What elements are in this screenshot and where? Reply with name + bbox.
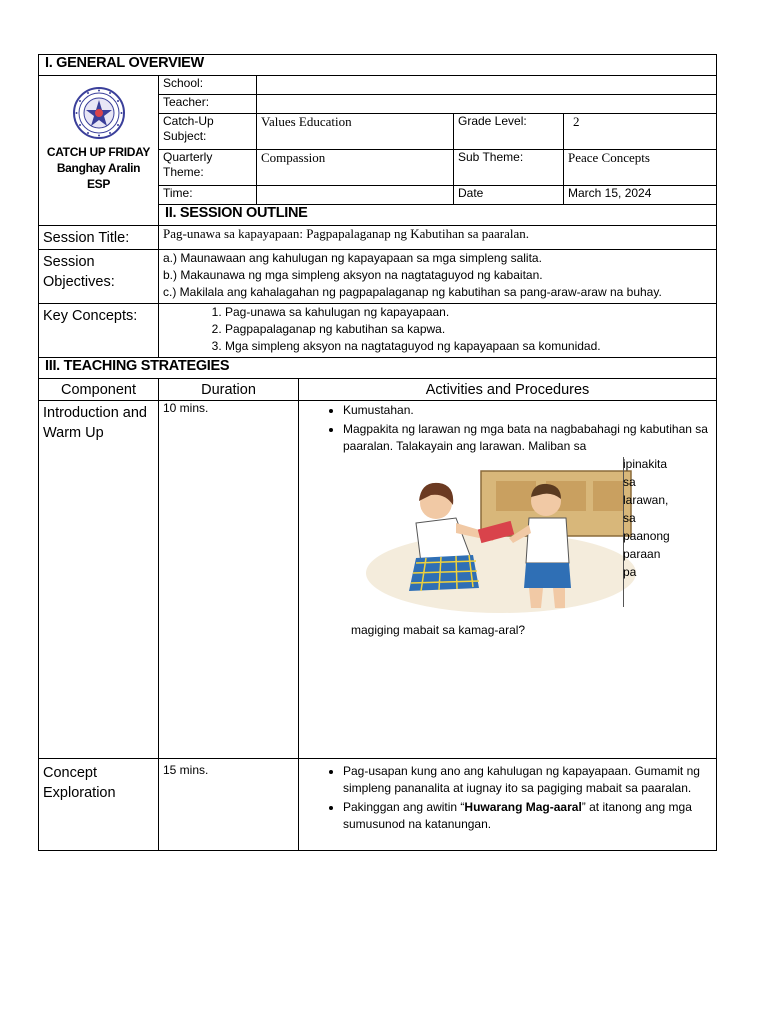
school-title-line3: ESP [86,177,111,191]
deped-seal-icon [72,86,126,140]
school-title-line1: CATCH UP FRIDAY [46,145,151,159]
subject-value: Values Education [257,114,454,150]
session-objectives-list [159,250,717,304]
grade-value: 2 [564,114,717,150]
activity-bullet [343,799,712,833]
children-sharing-illustration [361,463,641,613]
wrap-word: sa [623,475,636,489]
col-duration-header: Duration [159,379,299,401]
component-concept-exploration: Concept Exploration [39,759,159,851]
col-activities-header: Activities and Procedures [299,379,717,401]
activity-bullet: • Magpakita ng larawan ng mga bata na nagbabahagi ng kabutihan sa paaralan. Talakayain ang larawan. Maliban sa [343,421,712,455]
subtheme-label: Sub Theme: [454,150,564,186]
duration-concept-exploration: 15 mins. [159,759,299,851]
objective-item: a.) Maunawaan ang kahulugan ng kapayapaan sa mga simpleng salita. [163,251,542,265]
theme-label: Quarterly Theme: [159,150,257,186]
wrap-word: sa [623,511,636,525]
wrap-word: larawan, [623,493,669,507]
section-general-overview: I. GENERAL OVERVIEW [39,55,717,76]
bullet-text: Pakinggan ang awitin “ [343,800,465,814]
wrapped-text [623,455,683,581]
illustration-wrap [343,457,712,622]
school-title-line2: Banghay Aralin [56,161,141,175]
session-objectives-label: Session Objectives: [39,250,159,304]
objective-item: c.) Makilala ang kahalagahan ng pagpapalaganap ng kabutihan sa pang-araw-araw na buhay. [163,285,662,299]
subtheme-value: Peace Concepts [564,150,717,186]
bullet-text: ” at itanong ang mga sumusunod na katanungan. [343,800,692,831]
objective-item: b.) Makaunawa ng mga simpleng aksyon na nagtataguyod ng kabaitan. [163,268,543,282]
song-title: Huwarang Mag-aaral [464,800,582,814]
concept-item: 3. Mga simpleng aksyon na nagtataguyod ng kapayapaan sa komunidad. [225,338,712,355]
session-title-label: Session Title: [39,226,159,250]
wrap-word: paanong [623,529,670,543]
lesson-plan-table [38,54,717,851]
school-label: School: [159,76,257,95]
activities-introduction [299,401,717,759]
key-concepts-label: Key Concepts: [39,304,159,358]
school-logo-cell [39,76,159,226]
duration-introduction: 10 mins. [159,401,299,759]
date-value: March 15, 2024 [564,186,717,205]
time-value [257,186,454,205]
session-title-value: Pag-unawa sa kapayapaan: Pagpapalaganap ng Kabutihan sa paaralan. [159,226,717,250]
activity-bullet: • Pag-usapan kung ano ang kahulugan ng kapayapaan. Gumamit ng simpleng pananalita at iugnay ito sa pagiging mabait sa paaralan. [343,763,712,797]
component-introduction: Introduction and Warm Up [39,401,159,759]
teacher-label: Teacher: [159,95,257,114]
lesson-plan-sheet [38,54,716,851]
section-session-outline: II. SESSION OUTLINE [159,205,717,226]
activity-bullet: • Kumustahan. [343,402,712,419]
date-label: Date [454,186,564,205]
key-concepts-list [159,304,717,358]
grade-label: Grade Level: [454,114,564,150]
school-value [257,76,717,95]
col-component-header: Component [39,379,159,401]
wrap-word: pa [623,565,637,579]
wrap-word: paraan [623,547,661,561]
theme-value: Compassion [257,150,454,186]
teacher-value [257,95,717,114]
wrap-word: ipinakita [623,457,668,471]
section-teaching-strategies: III. TEACHING STRATEGIES [39,358,717,379]
time-label: Time: [159,186,257,205]
activities-concept-exploration [299,759,717,851]
concept-item: 2. Pagpapalaganap ng kabutihan sa kapwa. [225,321,712,338]
activity-continuation: magiging mabait sa kamag-aral? [351,623,526,637]
concept-item: 1. Pag-unawa sa kahulugan ng kapayapaan. [225,304,712,321]
subject-label: Catch-Up Subject: [159,114,257,150]
